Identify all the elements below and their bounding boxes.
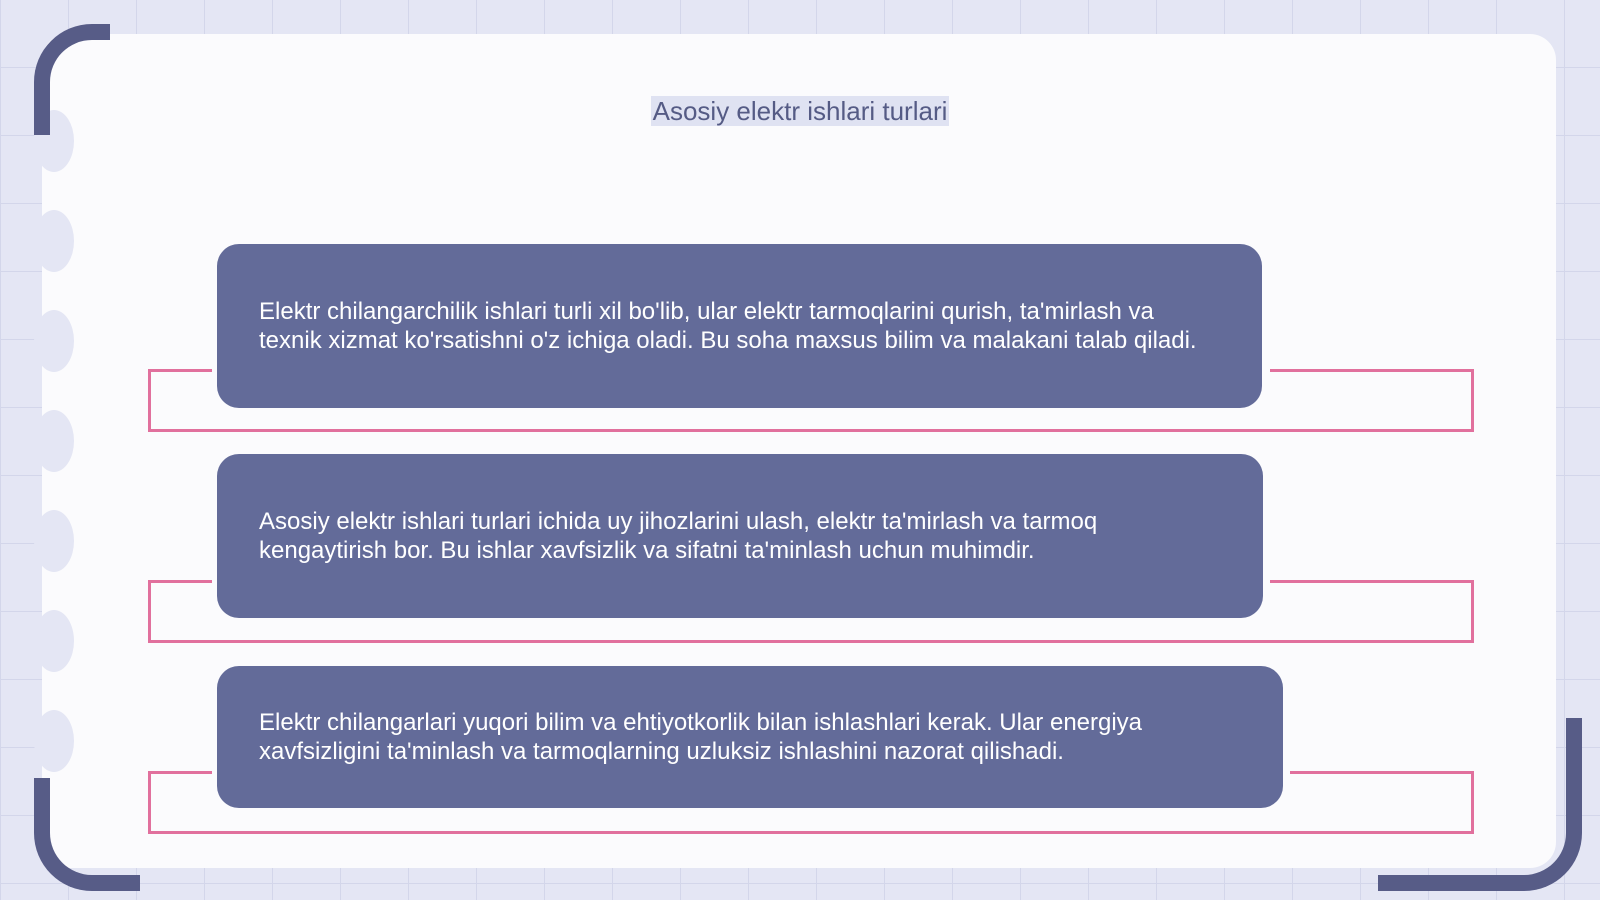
info-card-3 [217, 666, 1283, 808]
info-card-1 [217, 244, 1262, 408]
paper-edge-scallop [34, 710, 74, 772]
paper-edge-scallop [34, 510, 74, 572]
slide-title [0, 93, 1600, 129]
slide-title-text: Asosiy elektr ishlari turlari [652, 96, 948, 126]
info-card-text: Elektr chilangarlari yuqori bilim va ehtiyotkorlik bilan ishlashlari kerak. Ular energiya xavfsizligini ta'minlash va tarmoqlarning uzluksiz ishlashini nazorat qilishadi. [259, 709, 1143, 765]
paper-edge-scallop [34, 310, 74, 372]
paper-edge-scallop [34, 610, 74, 672]
paper-edge-scallop [34, 410, 74, 472]
info-card-text: Asosiy elektr ishlari turlari ichida uy jihozlarini ulash, elektr ta'mirlash va tarmoq kengaytirish bor. Bu ishlar xavfsizlik va sifatni ta'minlash uchun muhimdir. [259, 508, 1098, 564]
info-card-text: Elektr chilangarchilik ishlari turli xil bo'lib, ular elektr tarmoqlarini qurish, ta'mirlash va texnik xizmat ko'rsatishni o'z ichiga oladi. Bu soha maxsus bilim va malakani talab qiladi. [259, 298, 1197, 354]
corner-bracket-bottom-left [34, 778, 140, 891]
info-card-2 [217, 454, 1263, 618]
paper-edge-scallop [34, 210, 74, 272]
